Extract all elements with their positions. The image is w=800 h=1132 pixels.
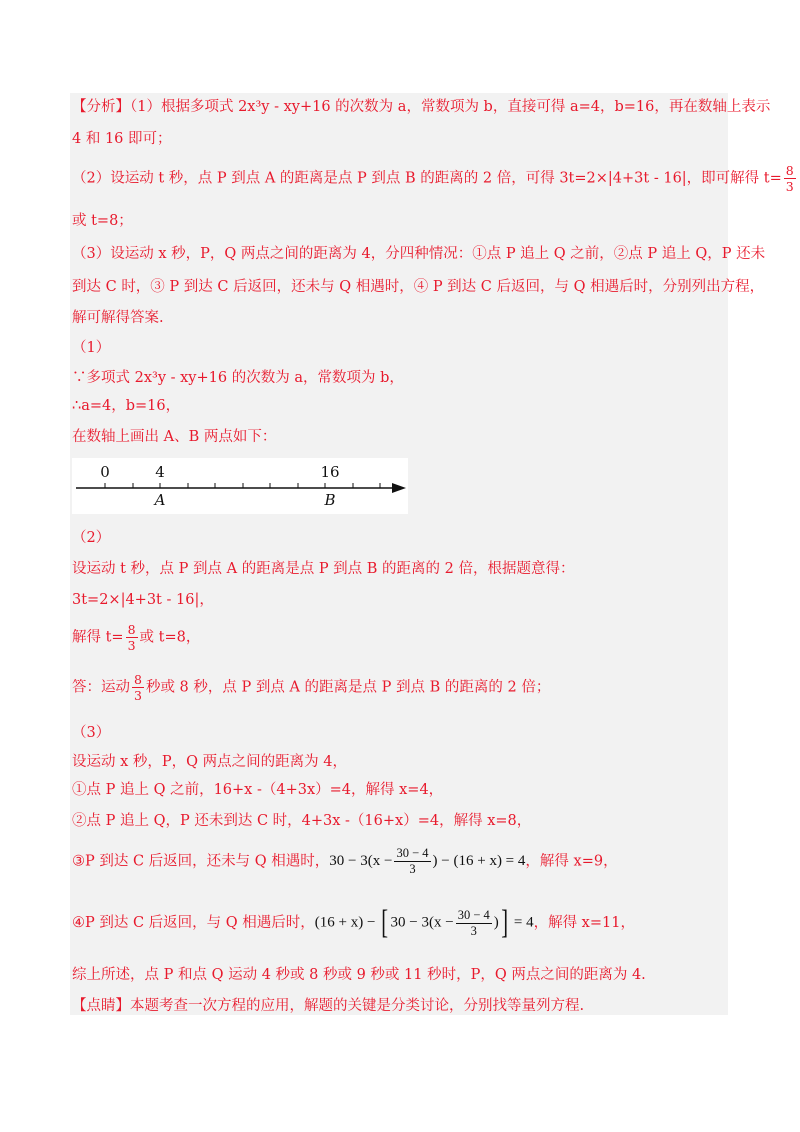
tick-label-0: 0 [100, 463, 110, 481]
comment-tag: 【点睛】 [72, 998, 130, 1014]
solution-1-line-2: ∴a=4，b=16， [72, 398, 181, 414]
solution-2-line-3: 解得 t= $\frac{8}{3}$ 或 t=8， [72, 622, 201, 653]
solution-3-line-1: 设运动 x 秒，P，Q 两点之间的距离为 4， [72, 754, 347, 770]
equation-4: (16 + x) − [ 30 − 3(x − $\frac{30 - 4}{3}$ )] = 4 [314, 904, 534, 941]
case-1: ①点 P 追上 Q 之前，16+x -（4+3x）=4，解得 x=4， [72, 782, 444, 798]
fraction: $\frac{8}{3}$ [134, 672, 142, 703]
analysis-line-5: （3）设运动 x 秒，P，Q 两点之间的距离为 4，分四种情况：①点 P 追上 Q 之前，②点 P 追上 Q，P 还未 [72, 246, 766, 262]
solution-3-head: （3） [72, 725, 111, 741]
solution-1-line-1: ∵多项式 2x³y - xy+16 的次数为 a，常数项为 b， [72, 370, 404, 386]
analysis-line-6: 到达 C 时，③ P 到达 C 后返回，还未与 Q 相遇时，④ P 到达 C 后返回，与 Q 相遇后时，分别列出方程， [72, 279, 765, 295]
analysis-line-1: 【分析】（1）根据多项式 2x³y - xy+16 的次数为 a，常数项为 b，直接可得 a=4，b=16，再在数轴上表示 [72, 99, 771, 115]
point-label-b: B [324, 491, 336, 509]
analysis-line-3: （2）设运动 t 秒，点 P 到点 A 的距离是点 P 到点 B 的距离的 2 倍，可得 3t=2×|4+3t - 16|，即可解得 t= $\frac{8}{3}$ [72, 163, 794, 194]
solution-2-head: （2） [72, 530, 111, 546]
solution-2-line-2: 3t=2×|4+3t - 16|， [72, 592, 214, 608]
fraction: $\frac{8}{3}$ [127, 622, 136, 653]
fraction: $\frac{8}{3}$ [785, 163, 794, 194]
case-2: ②点 P 追上 Q，P 还未到达 C 时，4+3x -（16+x）=4，解得 x=8， [72, 813, 532, 829]
arrow-icon [392, 483, 406, 493]
case-4: ④P 到达 C 后返回，与 Q 相遇后时，(16 + x) − [ 30 − 3(x − $\frac{30 - 4}{3}$ )] = 4，解得 x=11， [72, 904, 635, 941]
comment-line: 【点睛】本题考查一次方程的应用，解题的关键是分类讨论，分别找等量列方程. [72, 998, 585, 1014]
number-line-figure [72, 458, 408, 514]
equation-3: 30 − 3(x − $\frac{30 - 4}{3}$ ) − (16 + x) = 4 [329, 846, 526, 876]
solution-1-line-3: 在数轴上画出 A、B 两点如下： [72, 429, 277, 445]
analysis-line-7: 解可解得答案. [72, 310, 164, 326]
point-label-a: A [154, 491, 166, 509]
analysis-line-4: 或 t=8； [72, 213, 133, 229]
solution-2-answer: 答：运动 $\frac{8}{3}$ 秒或 8 秒，点 P 到点 A 的距离是点 P 到点 B 的距离的 2 倍； [72, 672, 551, 703]
solution-1-head: （1） [72, 340, 111, 356]
tick-label-16: 16 [320, 463, 340, 481]
solution-2-line-1: 设运动 t 秒，点 P 到点 A 的距离是点 P 到点 B 的距离的 2 倍，根据题意得： [72, 561, 575, 577]
analysis-tag: 【分析】 [72, 99, 130, 115]
case-3: ③P 到达 C 后返回，还未与 Q 相遇时，30 − 3(x − $\frac{30 - 4}{3}$ ) − (16 + x) = 4，解得 x=9， [72, 846, 618, 876]
analysis-line-2: 4 和 16 即可； [72, 131, 172, 147]
tick-label-4: 4 [155, 463, 165, 481]
summary: 综上所述，点 P 和点 Q 运动 4 秒或 8 秒或 9 秒或 11 秒时，P，Q 两点之间的距离为 4. [72, 967, 646, 983]
number-line-svg [72, 458, 408, 514]
